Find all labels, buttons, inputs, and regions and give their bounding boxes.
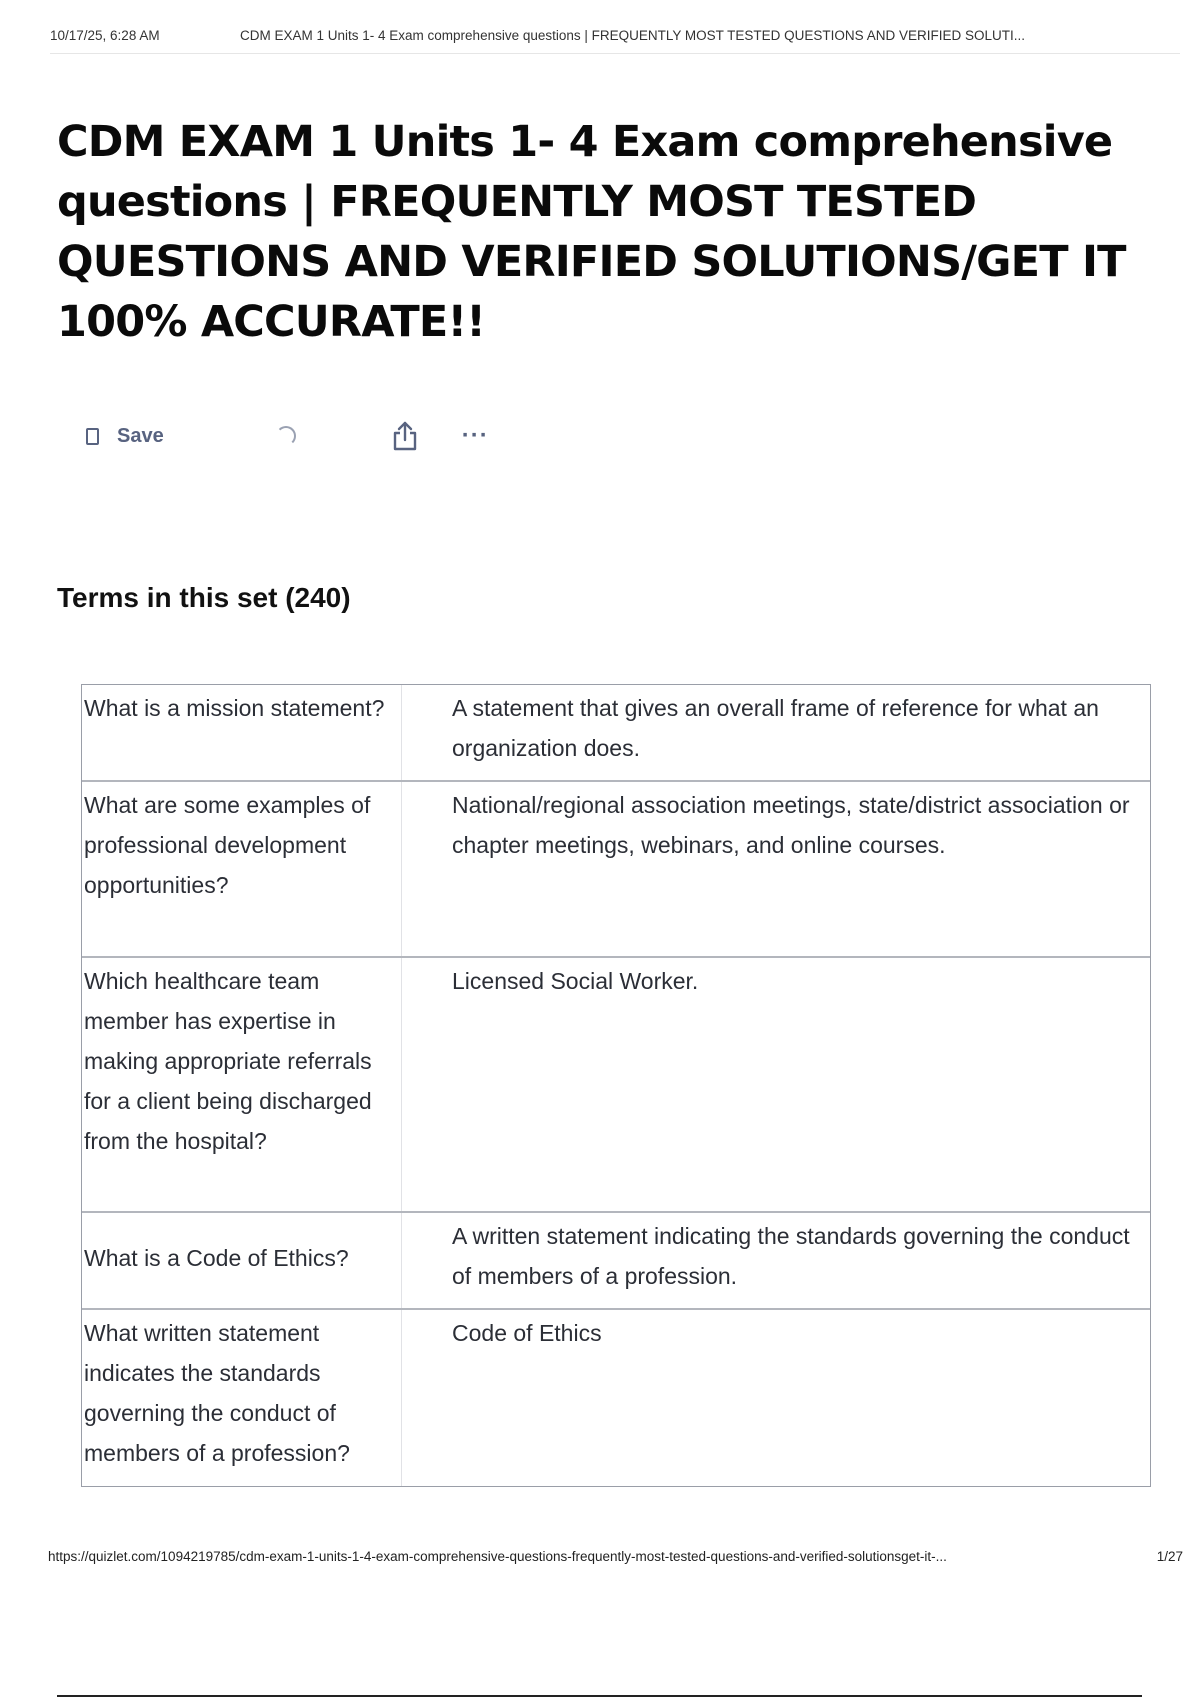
page-url: https://quizlet.com/1094219785/cdm-exam-1-units-1-4-exam-comprehensive-questions-frequently-most-tested-questions-and-verified-solutionsget-it-... <box>48 1549 947 1564</box>
term-cell: What is a mission statement? <box>82 685 402 780</box>
print-date: 10/17/25, 6:28 AM <box>50 28 160 43</box>
term-cell: Which healthcare team member has expertise in making appropriate referrals for a client being discharged from the hospital? <box>82 958 402 1211</box>
bookmark-icon <box>86 428 99 445</box>
definition-cell: A written statement indicating the standards governing the conduct of members of a profession. <box>452 1223 1130 1289</box>
table-row <box>82 782 1150 958</box>
term-cell: What are some examples of professional development opportunities? <box>82 782 402 956</box>
share-icon <box>390 420 420 452</box>
share-button[interactable] <box>390 420 420 452</box>
page-title: CDM EXAM 1 Units 1- 4 Exam comprehensive questions | FREQUENTLY MOST TESTED QUESTIONS AND VERIFIED SOLUTIONS/GET IT 100% ACCURATE!! <box>57 117 1126 347</box>
table-row <box>82 1213 1150 1310</box>
table-row <box>82 685 1150 782</box>
page-number: 1/27 <box>1156 1549 1183 1564</box>
term-cell: What written statement indicates the standards governing the conduct of members of a profession? <box>82 1310 402 1486</box>
definition-cell: A statement that gives an overall frame of reference for what an organization does. <box>452 695 1099 761</box>
definition-cell: Code of Ethics <box>452 1320 602 1346</box>
term-cell: What is a Code of Ethics? <box>82 1213 402 1308</box>
terms-heading: Terms in this set (240) <box>57 582 351 613</box>
definition-cell: Licensed Social Worker. <box>452 968 699 994</box>
spinner-icon <box>276 426 296 446</box>
action-bar <box>86 418 489 454</box>
terms-table <box>81 684 1151 1487</box>
print-doc-title: CDM EXAM 1 Units 1- 4 Exam comprehensive questions | FREQUENTLY MOST TESTED QUESTIONS AND VERIFIED SOLUTI... <box>240 28 1025 43</box>
more-options-button[interactable]: ··· <box>461 422 489 449</box>
table-row <box>82 1310 1150 1486</box>
save-button[interactable] <box>86 425 164 448</box>
divider <box>57 1695 1142 1697</box>
save-label: Save <box>117 424 164 447</box>
table-row <box>82 958 1150 1213</box>
print-header <box>50 28 1180 54</box>
print-footer <box>48 1549 1183 1564</box>
definition-cell: National/regional association meetings, state/district association or chapter meetings, webinars, and online courses. <box>452 792 1130 858</box>
